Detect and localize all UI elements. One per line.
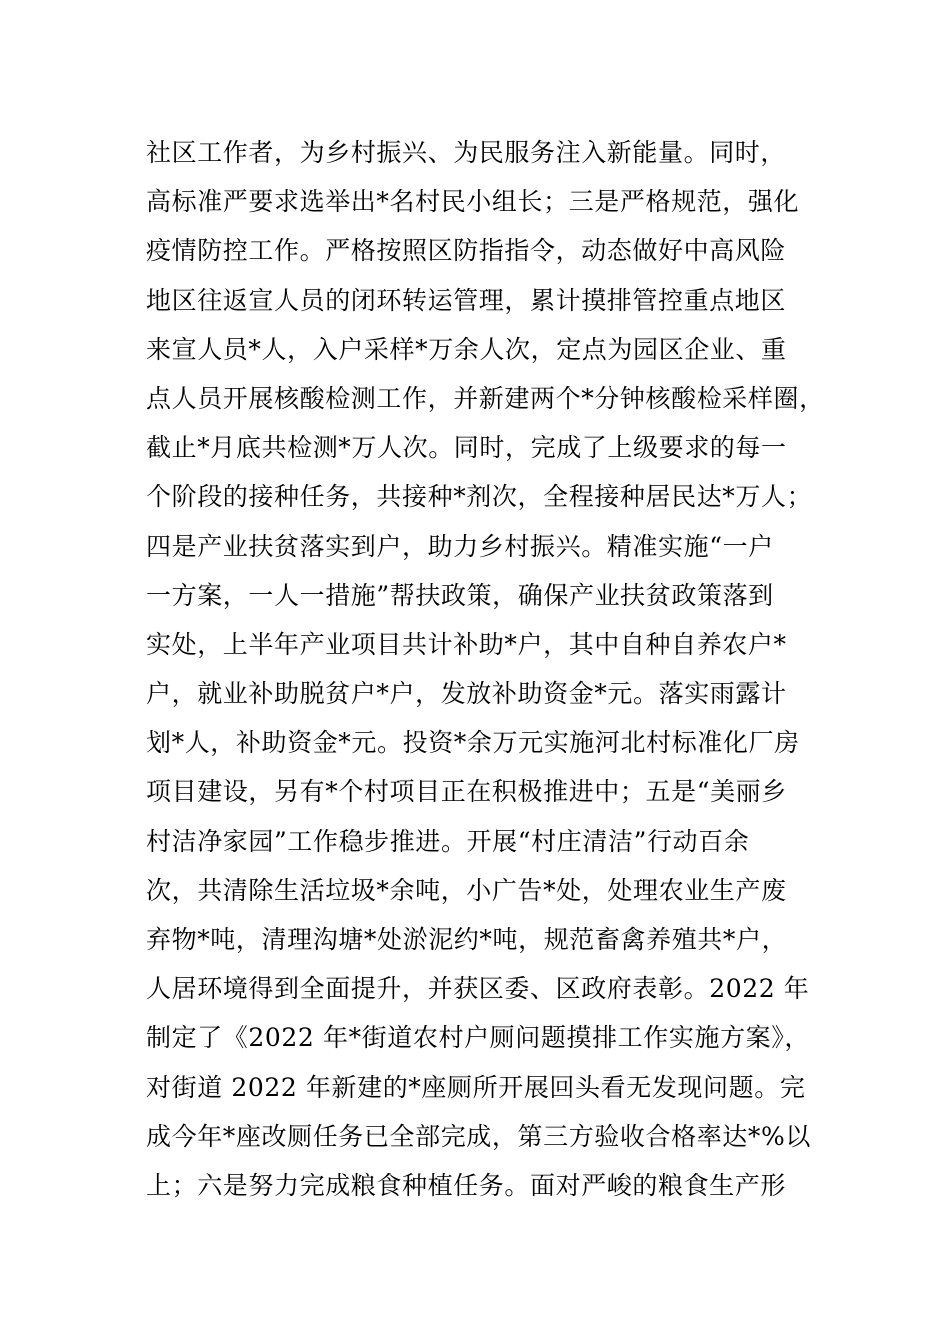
text-line: 点人员开展核酸检测工作，并新建两个*分钟核酸检采样圈， <box>146 383 825 413</box>
text-line: 划*人，补助资金*元。投资*余万元实施河北村标准化厂房 <box>146 728 800 758</box>
text-line: 村洁净家园”工作稳步推进。开展“村庄清洁”行动百余 <box>146 826 750 856</box>
text-line: 次，共清除生活垃圾*余吨，小广告*处，处理农业生产废 <box>146 875 787 905</box>
text-line: 截止*月底共检测*万人次。同时，完成了上级要求的每一 <box>146 433 787 463</box>
text-line: 上；六是努力完成粮食种植任务。面对严峻的粮食生产形 <box>146 1170 787 1200</box>
text-line: 高标准严要求选举出*名村民小组长；三是严格规范，强化 <box>146 187 800 217</box>
text-line: 人居环境得到全面提升，并获区委、区政府表彰。2022 年 <box>146 974 810 1004</box>
text-line: 户，就业补助脱贫户*户，发放补助资金*元。落实雨露计 <box>146 679 787 709</box>
text-line: 对街道 2022 年新建的*座厕所开展回头看无发现问题。完 <box>146 1072 806 1102</box>
body-text <box>146 128 846 1210</box>
text-line: 成今年*座改厕任务已全部完成，第三方验收合格率达*%以 <box>146 1121 811 1151</box>
text-line: 四是产业扶贫落实到户，助力乡村振兴。精准实施“一户 <box>146 531 774 561</box>
text-line: 制定了《2022 年*街道农村户厕问题摸排工作实施方案》， <box>146 1023 810 1053</box>
text-line: 社区工作者，为乡村振兴、为民服务注入新能量。同时， <box>146 138 787 167</box>
text-line: 个阶段的接种任务，共接种*剂次，全程接种居民达*万人； <box>146 482 813 512</box>
text-line: 地区往返宣人员的闭环转运管理，累计摸排管控重点地区 <box>146 285 787 315</box>
text-line: 疫情防控工作。严格按照区防指指令，动态做好中高风险 <box>146 236 787 266</box>
text-line: 弃物*吨，清理沟塘*处淤泥约*吨，规范畜禽养殖共*户， <box>146 925 788 954</box>
text-line: 一方案，一人一措施”帮扶政策，确保产业扶贫政策落到 <box>146 580 774 610</box>
text-line: 实处，上半年产业项目共计补助*户，其中自种自养农户* <box>146 629 787 659</box>
text-line: 项目建设，另有*个村项目正在积极推进中；五是“美丽乡 <box>146 777 787 807</box>
text-line: 来宣人员*人，入户采样*万余人次，定点为园区企业、重 <box>146 334 787 364</box>
